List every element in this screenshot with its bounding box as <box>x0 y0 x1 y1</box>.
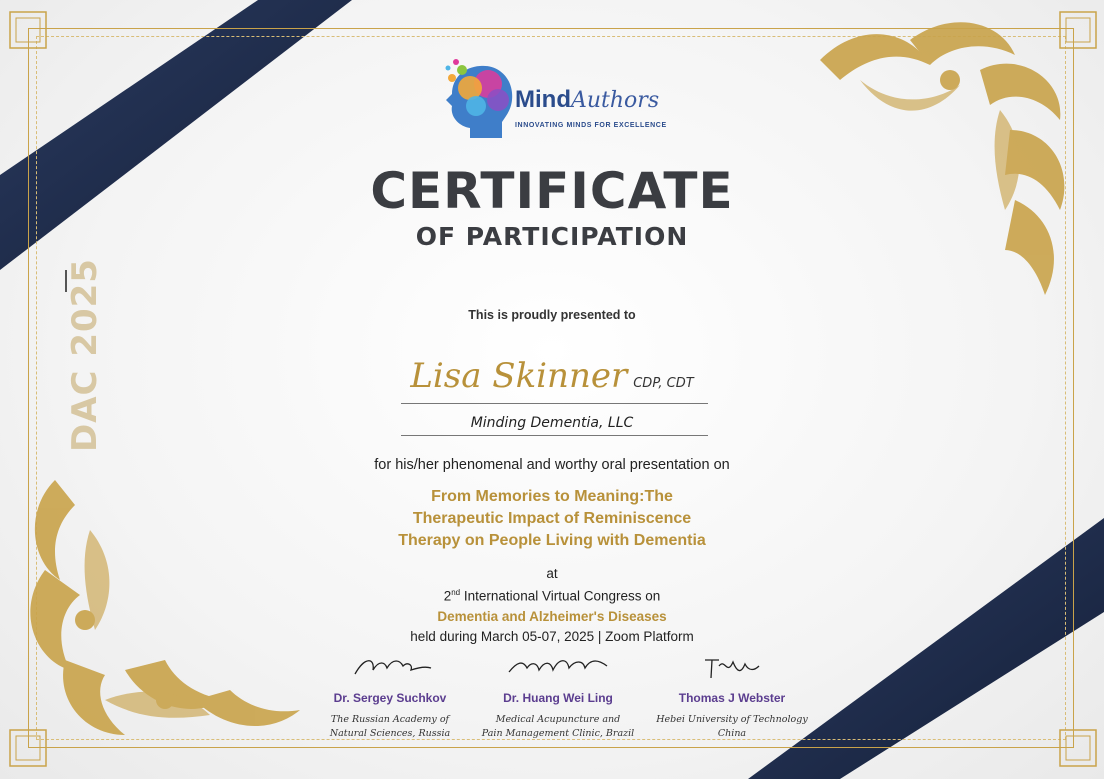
logo-head-icon <box>440 56 516 142</box>
presentation-topic <box>0 486 1104 552</box>
corner-ornament-bottom-right <box>1058 728 1100 770</box>
logo-wordmark <box>515 86 659 114</box>
signature-2 <box>503 652 613 682</box>
congress-title: International Virtual Congress on <box>463 588 661 604</box>
logo-tagline: INNOVATING MINDS FOR EXCELLENCE <box>515 122 667 129</box>
side-label-text: DAC 2025 <box>65 258 105 452</box>
signature-1 <box>345 652 435 682</box>
corner-ornament-top-left <box>8 10 50 52</box>
recipient-credentials: CDP, CDT <box>633 376 694 391</box>
congress-held: held during March 05-07, 2025 | Zoom Platform <box>410 629 694 644</box>
logo-brand-script: Authors <box>570 88 660 113</box>
floral-ornament-top-right <box>800 10 1090 310</box>
signatory-2 <box>458 652 658 741</box>
signatory-affiliation: Hebei University of Technology China <box>656 714 808 739</box>
certificate-title: CERTIFICATE <box>370 162 734 220</box>
congress-subject: Dementia and Alzheimer's Diseases <box>437 609 667 624</box>
signatory-name: Dr. Huang Wei Ling <box>503 691 613 705</box>
certificate-subtitle: OF PARTICIPATION <box>415 222 689 251</box>
signatory-name: Dr. Sergey Suchkov <box>333 691 447 705</box>
signatory-affiliation: The Russian Academy of Natural Sciences, Russia <box>329 714 451 739</box>
presented-to-text: This is proudly presented to <box>468 308 636 322</box>
recipient-organization: Minding Dementia, LLC <box>470 415 634 431</box>
recipient-block <box>0 356 1104 396</box>
congress-ordinal-suffix: nd <box>451 588 461 597</box>
topic-line: Therapy on People Living with Dementia <box>398 532 706 549</box>
name-underline <box>401 403 708 404</box>
logo-brand-bold: Mind <box>515 86 571 113</box>
signatory-3 <box>632 652 832 741</box>
topic-line: From Memories to Meaning:The <box>431 488 673 505</box>
signature-3 <box>697 652 767 682</box>
topic-line: Therapeutic Impact of Reminiscence <box>412 510 692 527</box>
organization-underline <box>401 435 708 436</box>
recipient-name: Lisa Skinner <box>410 356 628 396</box>
congress-name <box>0 588 1104 604</box>
signatory-name: Thomas J Webster <box>678 691 786 705</box>
at-text: at <box>546 566 558 581</box>
signatory-affiliation: Medical Acupuncture and Pain Management Clinic, Brazil <box>481 714 635 739</box>
presentation-text: for his/her phenomenal and worthy oral presentation on <box>374 457 730 473</box>
congress-ordinal: 2 <box>443 588 452 604</box>
